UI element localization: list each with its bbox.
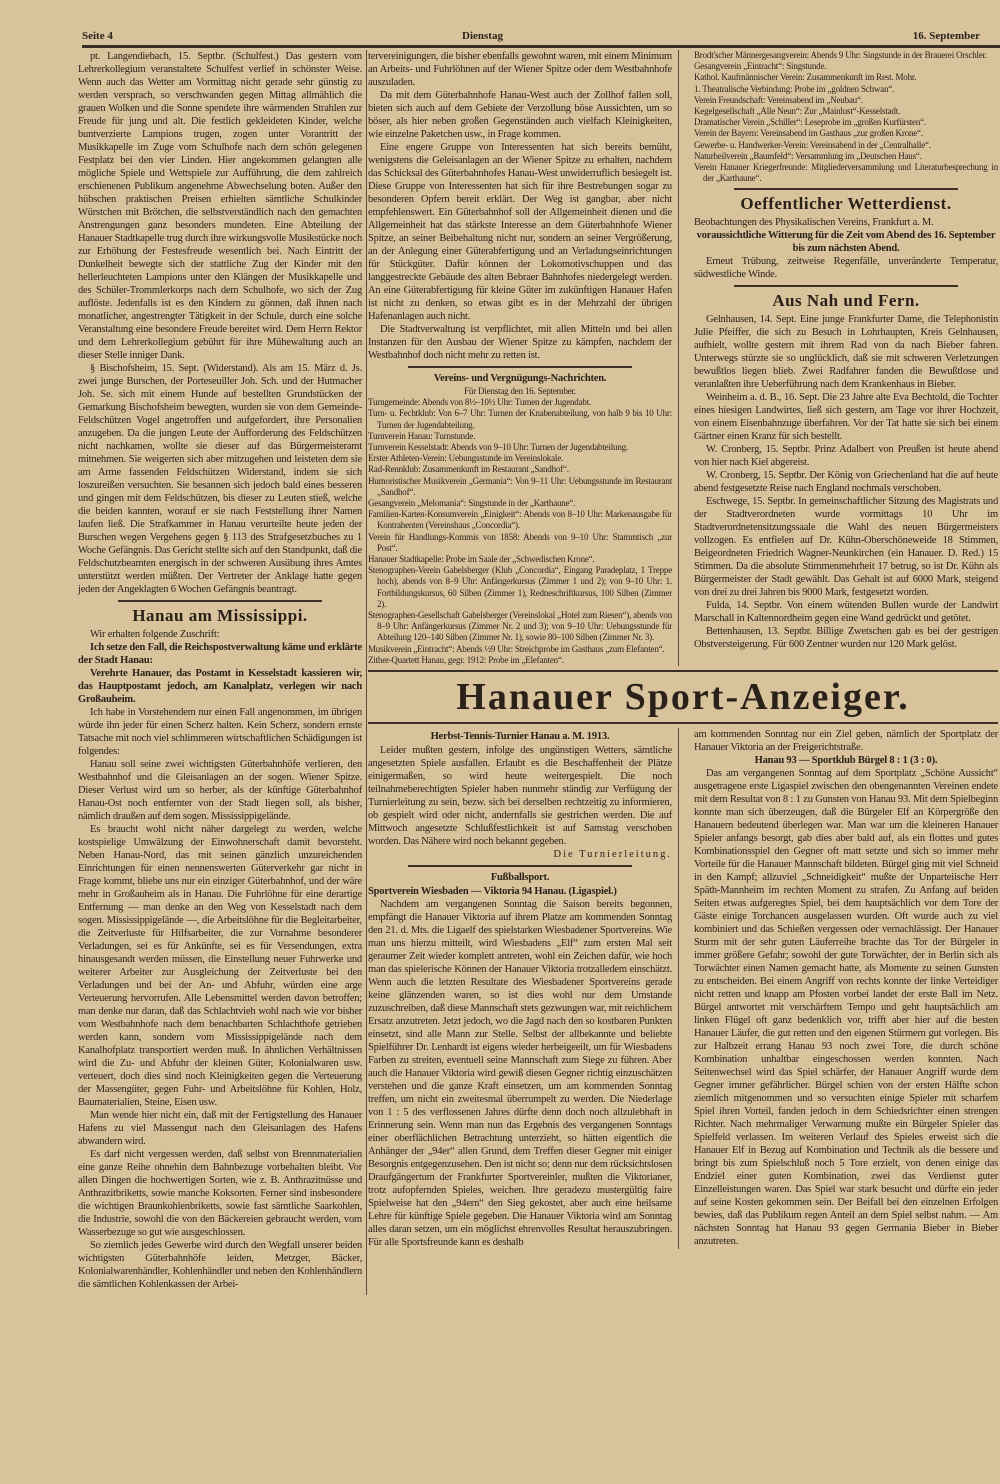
paragraph: Hanau soll seine zwei wichtigsten Güterbahnhöfe verlieren, den Westbahnhof und die Gleisanlagen an der sogen. Wiener Spitze. Dieser Verlust wird um so herber, als der künftige Güterbahnhof Hanau-Ost noch entfernter von der Stadt liegen soll, als bisher, nämlich draußen auf dem sogen. Mississippigelände.: [78, 759, 362, 822]
match-text: Nachdem am vergangenen Sonntag die Saison bereits begonnen, empfängt die Hanauer Viktoria auf ihrem Platze am kommenden Sonntag den 21. d. Mts. die Ligaelf des spielstarken Wiesbadener Sportvereins. Wie man uns hierzu mitteilt, wird Wiesbadens „Elf“ zum ersten Mal seit geraumer Zeit wieder komplett antreten, wohl ein Zeichen dafür, wie hoch man das spielerische Können der Hanauer Viktoria trotzalledem einschätzt. Wenn auch die letzten Resultate des Wiesbadener Sportvereins gerade keine glänzenden waren, so ist dies wohl nur dem Umstande zuzuschreiben, daß diese Mannschaft stets gezwungen war, mit reichlichem Ersatz anzutreten. Jetzt jedoch, wo die Jagd nach den so kostbaren Punkten einsetzt, sind alle Mann zur Stelle. Selbst der allbekannte und beliebte Spielführer Dr. Lenhardt ist eigens wieder herbeigeeilt, um für Wiesbadens Farben zu streiten, eventuell seine Mannschaft zum Siege zu führen. Aber auch die Hanauer Viktoria wird gewiß diesen Gegner richtig einzuschätzen verstehen und die ganze Kraft einsetzen, um am kommenden Sonntag treffen, um nicht ein zweitesmal überrumpelt zu werden. Die Niederlage von 1 : 5 des verflossenen Jahres dürfte denn doch noch allzulebhaft in Erinnerung sein. Wenn man nun das Ergebnis des vergangenen Sonntags einer oberflächlichen Betrachtung unterzieht, so hätten eigentlich die Anhänger der „94er“ allen Grund, dem Treffen dieser Gegner mit einiger Besorgnis entgegenzusehen. Den ist nicht so; denn nur dem rücksichtslosen Draufgängertum der Frankfurter Sportvereinler, mußten die Viktorianer, trotz aufopfernden Spieles, weichen. Ihre geradezu mustergültig faire Spielweise hat den „94ern“ den Sieg gekostet, aber auch eine heilsame Lehre für künftige Spiele gegeben. Die Hanauer Viktoria wird am Sonntag alles daran setzen, um ein möglichst ehrenvolles Resultat herauszubringen. Für alle Sportsfreunde kann es deshalb: [368, 899, 672, 1249]
list-item: Naturheilverein „Baumfeld“: Versammlung im „Deutschen Haus“.: [694, 150, 922, 161]
issue-date: 16. September: [912, 30, 980, 42]
vereins-list-continued: [694, 50, 998, 184]
list-item: Turnverein Hanau: Turnstunde.: [368, 430, 476, 441]
weather-source: Beobachtungen des Physikalischen Vereins, Frankfurt a. M.: [694, 217, 934, 229]
header-rule: [82, 45, 1000, 48]
sport-anzeiger-banner: Hanauer Sport-Anzeiger.: [368, 670, 998, 724]
vereins-heading: Vereins- und Vergnügungs-Nachrichten.: [433, 373, 607, 384]
article-heading-mississippi: Hanau am Mississippi.: [132, 606, 308, 625]
paragraph: So ziemlich jedes Gewerbe wird durch den Wegfall unserer beiden wichtigsten Güterbahnhöfe leiden, Metzger, Bäcker, Kolonialwarenhändler, Kohlenhändler und neben den Kohlenhändlern die sämtlichen Kohlenkassen der Arbei-: [78, 1240, 362, 1290]
top-columns: [368, 50, 998, 666]
list-item: Verein Hanauer Kriegerfreunde: Mitgliederversammlung und Literaturbesprechung in der „Karthaune“.: [694, 162, 998, 184]
paragraph: Es darf nicht vergessen werden, daß selbst von Brennmaterialien eine ganze Reihe ohnehin dem Bahnbezuge vorbehalten bleibt. Vor allen Dingen die hochwertigen Sorten, wie z. B. Anthrazitnüsse und Anthrazitbriketts, sowie manche Koksorten. Ferner sind insbesondere die wichtigen Braunkohlenbriketts, sowie fast sämtliche Saarkohlen, die Industrie, sowohl die von den Bäckereien gebraucht werden, vom Wasserbezuge so gut wie ausgeschlossen.: [78, 1149, 362, 1238]
sport-column-1: [368, 728, 679, 1249]
sport-columns: [368, 728, 998, 1249]
column-3: [694, 50, 998, 666]
list-item: Rad-Rennklub: Zusammenkunft im Restaurant „Sandhof“.: [368, 464, 569, 475]
list-item: Humoristischer Musikverein „Germania“: Von 9–11 Uhr: Uebungsstunde im Restaurant „Sandhof“.: [368, 475, 672, 497]
weather-forecast-heading: voraussichtliche Witterung für die Zeit vom Abend des 16. September bis zum nächsten Abend.: [696, 230, 996, 255]
match-text-continued: am kommenden Sonntag nur ein Ziel geben, nämlich der Sportplatz der Hanauer Viktoria an der Freigerichtstraße.: [694, 729, 998, 754]
list-item: Gewerbe- u. Handwerker-Verein: Vereinsabend in der „Centralhalle“.: [694, 139, 931, 150]
list-item: Verein der Bayern: Vereinsabend im Gasthaus „zur großen Krone“.: [694, 128, 923, 139]
paragraph: Man wende hier nicht ein, daß mit der Fertigstellung des Hanauer Hafens zu viel Massengut nach den Gleisanlagen des Hafens abwandern wird.: [78, 1110, 362, 1147]
list-item: Verein für Handlungs-Kommis von 1858: Abends von 9–10 Uhr: Stammtisch „zur Post“.: [368, 531, 672, 553]
list-item: Gesangverein „Eintracht“: Singstunde.: [694, 61, 827, 72]
list-item: Turngemeinde: Abends von 8½–10½ Uhr: Turnen der Jugendabt.: [368, 397, 592, 408]
paragraph: Da mit dem Güterbahnhofe Hanau-West auch der Zollhof fallen soll, bieten sich auch auf dem Gebiete der Verzollung böse Aussichten, um so böser, als hier neben großen Gegenständen auch vielfach Kleinigkeiten, wie einzelne Paketchen usw., in Frage kommen.: [368, 90, 672, 140]
tennis-heading: Herbst-Tennis-Turnier Hanau a. M. 1913.: [430, 731, 610, 743]
list-item: Bettenhausen, 13. Septbr. Billige Zwetschen gab es bei der gestrigen Obstversteigerung. Für 600 Zentner wurden nur 120 Mark gelöst.: [694, 626, 998, 651]
list-item: Familien-Karten-Konsumverein „Einigkeit“: Abends von 8–10 Uhr: Markenausgabe für Kontrahenten (Vereinshaus „Concordia“).: [368, 509, 672, 531]
list-item: W. Cronberg, 15. Septbr. Der König von Griechenland hat die auf heute abend festgesetzte Reise nach England nochmals verschoben.: [694, 470, 998, 495]
column-1: [78, 50, 367, 1295]
page-number: Seite 4: [82, 30, 113, 42]
news-list: [694, 313, 998, 651]
list-item: Gesangverein „Melomania“: Singstunde in der „Karthaune“.: [368, 498, 576, 509]
list-item: Turnverein Kesselstadt: Abends von 9–10 Uhr: Turnen der Jugendabteilung.: [368, 442, 628, 453]
page-header: [82, 30, 1000, 44]
match-text: Das am vergangenen Sonntag auf dem Sportplatz „Schöne Aussicht“ ausgetragene erste Ligaspiel zwischen den obengenannten Vereinen endete mit dem Resultat von 8 : 1 zu Gunsten von Hanau 93. Mit dem Spielbeginn konnte man sich überzeugen, daß die Bürgeler Elf an Körpergröße den Hanauern bedeutend überlegen war. Man war um die kleineren Hanauer Spieler anfangs besorgt, gab dies aber bald auf, als ein flottes und gutes Kombinationsspiel den Gegner oft matt setzte und sich so immer mehr Vorteile für die Hanauer Mannschaft bildeten. Bürgel ging mit viel Schneid in den Kampf; allzuviel „Schneidigkeit“ mußte der Unparteiische Herr Späth-Mannheim im rechten Moment zu strafen. Zu Anfang auf beiden Seiten etwas aufgeregtes Spiel, bei dem hauptsächlich vor dem Tore der Gäste einige Torchancen ausgelassen wurden. Oft wurde auch zu viel kombiniert und das Schießen vergessen oder vernachlässigt. Der Hanauer Sturm mit der sehr guten Läuferreihe brachte das Tor der Bürgeler in immer größere Gefahr; sowohl der gute Torwächter, der in Berlin sich als Torwächter einen Namen gemacht hatte, als Momente zu seinen Gunsten zu entscheiden. Bei einem Angriff von rechts konnte der linke Verteidiger nicht retten und knapp am Pfosten vorbei landet der erste Ball im Netz. Bürgel antwortet mit verschärftem Tempo und geht hauptsächlich am linken Flügel oft ganz bedenklich vor, trifft aber hier auf die besten Hanauer Läufer, die gut retten und den eigenen Stürmern gut vorlegen. Bis zur Halbzeit errang Hanau 93 noch zwei Tore, die durch schöne Kombination unhaltbar eingeschossen werden konnten. Nach Seitenwechsel wird das Spiel schärfer, der Hanauer Angriff wurde dem Gegner immer gefährlicher. Bürgel schien von der ersten Hälfte schon ziemlich mitgenommen und so versuchten einige Spieler mit scharfem Spiel ihren Vorteil, fanden jedoch in dem Schiedsrichter einen strengen Richter. Nach mehrmaliger Verwarnung mußte ein Bürgeler Spieler das Spielfeld verlassen. Im weiteren Verlauf des Spieles erweist sich die Hanauer Elf in Bezug auf Kombination und Technik als die bessere und bringt bis zum Spielschluß noch 5 Tore erzielt, von denen einige das Endziel einer guten Kombination, zwei das Verdienst guter Einzelleistungen waren. Das Spiel war stark besucht und dürfte ein jeder auf seine Kosten gekommen sein. Der Beifall bei den einzelnen Erfolgen bewies, daß das Publikum regen Anteil an dem Spiel selbst nahm. — Am nächsten Sonntag hat Hanau 93 gegen Germania Bieber in Bieber anzutreten.: [694, 768, 998, 1248]
article-langendiebach: pt. Langendiebach, 15. Septbr. (Schulfest.) Das gestern vom Lehrerkollegium veranstaltete Schulfest verlief in schönster Weise. Wenn auch das Wetter am Vormittag nicht gerade sehr günstig zu werden versprach, so verschwanden gegen Mittag allmählich die grauen Wolken und die Sonne spendete ihre wärmenden Strahlen zur Freude für jung und alt. Die festlich gekleideten Kinder, welche buntverzierte Lampions trugen, zogen unter Vorantritt der Musikkapelle im Zuge vom Schulhofe nach dem schön gelegenen Festplatz bei den vier Linden. Hier angekommen gelangten alle mögliche Spiele und Wettspiele zur Aufführung, die dem zahlreich erschienenen Publikum angenehme Abwechselung boten. Außer den hübschen praktischen Preisen erhielten sämtliche Schulkinder Würstchen mit Brötchen, die selbstverständlich nach den gemachten Anstrengungen ganz besonders mundeten. Eine Abteilung der Hanauer Stadtkapelle trug durch ihre wirkungsvolle Musikstücke noch zur Erhöhung der Festesfreude wesentlich bei. Nach Eintritt der Dunkelheit bewegte sich der stattliche Zug der Kinder mit den hellerleuchteten Lampions unter den Klängen der Musikkapelle und des Schüler-Trommlerkorps nach dem Schulhofe, wo sich der Zug auflöste. Jedenfalls ist es den Kindern zu gönnen, daß ihnen nach monatlicher, angestrengter Tätigkeit in der Schule, durch eine solche Veranstaltung eine besondere Freude bereitet wird. Dem Herrn Rektor und dem Lehrerkollegium gebührt für ihre Mühewaltung auch an dieser Stelle inniger Dank.: [78, 51, 362, 361]
divider: [118, 600, 322, 602]
tennis-text: Leider mußten gestern, infolge des ungünstigen Wetters, sämtliche angesetzten Spiele ausfallen. Erlaubt es die Beschaffenheit der Plätze einigermaßen, so wird heute weitergespielt. Die noch teilnahmeberechtigten Spieler haben nunmehr ständig zur Verfügung der Turnierleitung zu sein, bezw. sich bei derselben rechtzeitig zu informieren, ob gespielt wird oder nicht, andernfalls sie gestrichen werden. Die auf Mittwoch angesetzte Schlußfestlichkeit ist auf Samstag verschoben worden. Das Nähere wird noch bekannt gegeben.: [368, 745, 672, 848]
right-area: [368, 50, 998, 1249]
vereins-list: [368, 397, 672, 666]
list-item: Verein Freundschaft: Vereinsabend im „Neubau“.: [694, 94, 863, 105]
paragraph: Es braucht wohl nicht näher dargelegt zu werden, welche kostspielige Umwälzung der Einwohnerschaft damit bevorsteht. Neben Hanau-Nord, das mit seinen gänzlich unzureichenden Einrichtungen für einen nennenswerten Güterverkehr gar nicht in Frage kommt, bliebe uns nur ein einziger Güterbahnhof, und der wäre mehr in Großauheim als in Hanau. Die Fuhrlöhne für eine derartige Entfernung — man denke an den Weg von Kesselstadt nach dem sogen. Mississippigelände —, die Arbeitslöhne für die Begleitarbeiter, die Zeitverluste für Hilfsarbeiter, die zur Vornahme besonderer Verladungen, sei es für Ankünfte, sei es für Versendungen, extra hinausgesandt werden müssen, die Einstellung neuer Fuhrwerke und weiterer Arbeiter zur Ausgleichung der Zeitverluste bei den Verladungen und bei der An- und Abfuhr, würden eine arge Verteuerung hervorrufen. Alle Lebensmittel werden davon betroffen; man denke nur daran, daß das Schlachtvieh wohl nach wie vor bisher vom Westbahnhofe nach dem benachbarten Schlachthofe getrieben werden kann, sondern vom Mississippigelände nach dem Kanalhofplatz transportiert werden muß. In ähnlichen Verhältnissen wird die Zu- und Abfuhr der kleinen Güter, Kolonialwaren usw. verteuert, doch dies sind noch Kleinigkeiten gegen die Verteuerung der Massengüter, gegen Fuhr- und Arbeitslöhne für Kohlen, Holz, Baumaterialien, Steine, Eisen usw.: [78, 824, 362, 1108]
list-item: Stenographen-Verein Gabelsberger (Klub „Concordia“, Eingang Paradeplatz, 1 Treppe hoch), abends von 8–9 Uhr: Anfängerkursus (Zimmer 1 und 2); von 9–10 Uhr: 1. Fortbildungskursus, 60 Silben (Zimmer 1), Redneschriftkursus, 100 Silben (Zimmer 2).: [368, 565, 672, 609]
vereins-subheading: Für Dienstag den 16. September.: [464, 386, 576, 396]
list-item: Hanauer Stadtkapelle: Probe im Saale der „Schwedischen Krone“.: [368, 554, 595, 565]
list-item: Gelnhausen, 14. Sept. Eine junge Frankfurter Dame, die Telephonistin Julie Pfeiffer, die sich zu Besuch in Lohrhaupten, Kreis Gelnhausen, aufhielt, wollte gestern mit ihrem Rad von da nach Bieber fahren. Unterwegs stürzte sie so unglücklich, daß sie mit schweren Verletzungen bewußtlos liegen blieb. Zwei Radfahrer fanden die Bewußtlose und veranlaßten ihre Ueberführung nach dem Krankenhaus in Bieber.: [694, 314, 998, 391]
list-item: Dramatischer Verein „Schiller“: Leseprobe im „großen Kurfürsten“.: [694, 117, 926, 128]
news-heading: Aus Nah und Fern.: [772, 291, 920, 311]
divider: [408, 865, 632, 867]
paragraph: Ich habe in Vorstehendem nur einen Fall angenommen, im übrigen würde ihn jeder für einen Scherz halten. Kein Scherz, sondern ernste Tatsache mit noch viel schlimmeren wirtschaftlichen Schädigungen ist folgendes:: [78, 707, 362, 757]
paragraph: Eine engere Gruppe von Interessenten hat sich bereits bemüht, wenigstens die Geleisanlagen an der Wiener Spitze zu erhalten, nachdem das Schicksal des Güterbahnhofes Hanau-West unwiderruflich besiegelt ist. Diese Gruppe von Interessenten hat sich für ihre Bestrebungen sogar zu besonderen Opfern bereit erklärt. Der Weg ist gangbar, aber nicht empfehlenswert. Ein Güterbahnhof soll der Allgemeinheit dienen und die Allgemeinheit hat das stärkste Interesse an dem Güterbahnhofe Wiener Spitze, an seiner Beibehaltung nicht nur, sondern an seiner Vergrößerung, an der Anlegung einer Güterabfertigung und an Verladungseinrichtungen für Stückgüter. Dafür können der Lokomotivschuppen und das langgestreckte Gebäude des alten Bebraer Bahnhofes niedergelegt werden. An eine Güterabfertigung für kleine Güter im zukünftigen Hanauer Hafen ist nicht zu denken, so etwas gibt es in der Mehrzahl der übrigen Hafenanlagen auch nicht.: [368, 142, 672, 322]
list-item: W. Cronberg, 15. Septbr. Prinz Adalbert von Preußen ist heute abend von hier nach Kiel abgereist.: [694, 444, 998, 469]
list-item: Weinheim a. d. B., 16. Sept. Die 23 Jahre alte Eva Bechtold, die Tochter eines hiesigen Landwirtes, ließ sich gestern, am Tage vor ihrer Hochzeit, von einem Eisenbahnzuge überfahren. Vor der Tat hatte sie sich bei einem Gärtner einen Kranz für sich bestellt.: [694, 392, 998, 443]
list-item: Kegelgesellschaft „Alle Neun“: Zur „Mainlust“-Kesselstadt.: [694, 106, 901, 117]
tennis-signature: Die Turnierleitung.: [553, 849, 672, 861]
list-item: Stenographen-Gesellschaft Gabelsberger (Vereinslokal „Hotel zum Riesen“), abends von 8–9 Uhr: Anfängerkursus (Zimmer Nr. 2 und 3); von 9–10 Uhr: Uebungsstunde für Abteilung 120–140 Silben (Zimmer Nr. 1), sowie 80–100 Silben (Zimmer Nr. 3).: [368, 610, 672, 643]
column-2: [368, 50, 679, 666]
divider: [734, 188, 958, 190]
sport-column-2: [694, 728, 998, 1249]
match-heading: Hanau 93 — Sportklub Bürgel 8 : 1 (3 : 0).: [754, 755, 938, 767]
list-item: Kathol. Kaufmännischer Verein: Zusammenkunft im Rest. Mohr.: [694, 72, 917, 83]
weather-forecast: Erneut Trübung, zeitweise Regenfälle, unveränderte Temperatur, südwestliche Winde.: [694, 256, 998, 281]
list-item: 1. Theatralische Verbindung: Probe im „goldnen Schwan“.: [694, 83, 895, 94]
paragraph: Verehrte Hanauer, das Postamt in Kesselstadt kassieren wir, das Hauptpostamt jedoch, am Kanalplatz, verlegen wir nach Großauheim.: [78, 668, 362, 705]
divider: [734, 285, 958, 287]
list-item: Eschwege, 15. Septbr. In gemeinschaftlicher Sitzung des Magistrats und der Stadtverordneten wurde vormittags 10 Uhr im Stadtverordnetensitzungssaale die Wahl des neuen Bürgermeisters vollzogen. Es entfielen auf Dr. Kühn-Oberschöneweide 18 Stimmen, Beigeordneten Friedrich Wagner-Neunkirchen (ein Hanauer. D. Red.) 15 Stimmen. Da die absolute Stimmenmehrheit 17 betrug, so ist Dr. Kühn als Bürgermeister der Stadt gewählt. Das Gehalt ist auf 6000 Mark, steigend von drei zu drei Jahren bis 9000 Mark, festgesetzt worden.: [694, 496, 998, 599]
list-item: Musikverein „Eintracht“: Abends ½9 Uhr: Streichprobe im Gasthaus „zum Elefanten“.: [368, 643, 665, 654]
weekday: Dienstag: [462, 30, 503, 42]
list-item: Zither-Quartett Hanau, gegr. 1912: Probe im „Elefanten“.: [368, 654, 564, 665]
paragraph: Ich setze den Fall, die Reichspostverwaltung käme und erklärte der Stadt Hanau:: [78, 642, 362, 666]
paragraph: Die Stadtverwaltung ist verpflichtet, mit allen Mitteln und bei allen Instanzen für den Ausbau der Wiener Spitze zu kämpfen, nachdem der Westbahnhof doch nicht mehr zu retten ist.: [368, 324, 672, 361]
list-item: Turn- u. Fechtklub: Von 6–7 Uhr: Turnen der Knabenabteilung, von halb 9 bis 10 Uhr: Turnen der Jugendabteilung.: [368, 408, 672, 430]
divider: [408, 366, 632, 368]
list-item: Brodt'scher Männergesangverein: Abends 9 Uhr: Singstunde in der Brauerei Orschler.: [694, 50, 987, 60]
paragraph: Wir erhalten folgende Zuschrift:: [90, 629, 220, 640]
article-bischofsheim: § Bischofsheim, 15. Sept. (Widerstand). Als am 15. März d. Js. zwei junge Burschen, der Porteseuiller Joh. Sch. und der Hutmacher Joh. Se. sich mit einem Hunde auf bestellten Grundstücken der Gemarkung Bischofsheim bewegten, wurden sie von dem Gemeinde-Feldschützen Vogel angetroffen und aufgefordert, ihre Personalien anzugeben. Da die jungen Leute der Aufforderung des Feldschützen nicht nachkamen, wollte sie dieser auf das Bürgermeisteramt mitnehmen. Sie weigerten sich aber mitzugehen und leisteten dem sie am Arme fassenden Feldschützen Widerstand, indem sie sich loszureißen versuchten. Sie besannen sich jedoch bald eines besseren und gingen mit dem Feldschützen, bis dieser zu Leuten stieß, welche die beiden kannten, worauf er sie nach Feststellung ihrer Namen laufen ließ. Die Strafkammer in Hanau verurteilte heute jeden der Burschen wegen Vergehens gegen § 113 des Strafgesetzbuches zu 1 Woche Gefängnis. Das Gericht stellte sich auf den Standpunkt, daß die Feldschutzbeamten energisch in der schweren Ausübung ihres Amtes unterstützt werden müßten. Der Vertreter der Anklage hatte gegen jeden der Angeklagten 6 Wochen Gefängnis beantragt.: [78, 363, 362, 595]
paragraph: tervereinigungen, die bisher ebenfalls gewohnt waren, mit einem Minimum an Arbeits- und Fuhrlöhnen auf der Wiener Spitze oder dem Westbahnhofe auszuladen.: [368, 51, 672, 88]
match-heading: Sportverein Wiesbaden — Viktoria 94 Hanau. (Ligaspiel.): [368, 886, 617, 898]
list-item: Erster Athleten-Verein: Uebungsstunde im Vereinslokale.: [368, 453, 564, 464]
football-heading: Fußballsport.: [490, 872, 550, 884]
list-item: Fulda, 14. Septbr. Von einem wütenden Bullen wurde der Landwirt Marschall in Kaltennordheim gegen eine Wand gedrückt und getötet.: [694, 600, 998, 625]
weather-heading: Oeffentlicher Wetterdienst.: [740, 194, 952, 214]
